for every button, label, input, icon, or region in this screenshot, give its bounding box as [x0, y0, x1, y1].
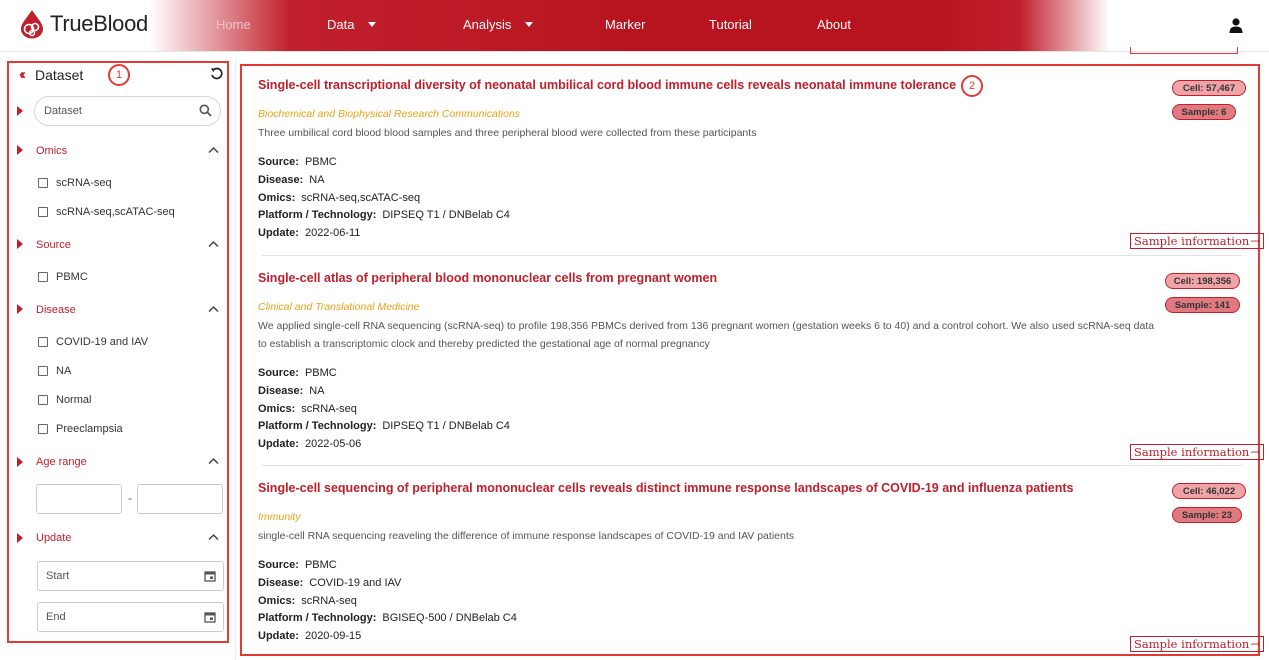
top-navbar: [0, 0, 1269, 52]
checkbox-omics-scrna-scatac[interactable]: [38, 206, 175, 218]
checkbox-label: NA: [56, 365, 72, 377]
checkbox-omics-scrna[interactable]: [38, 177, 112, 189]
checkbox-label: Normal: [56, 394, 92, 406]
dataset-list-panel: [240, 64, 1260, 656]
checkbox-label: Preeclampsia: [56, 423, 123, 435]
field-value: 2022-06-11: [304, 227, 361, 239]
field-value: 2020-09-15: [304, 630, 362, 642]
sample-information-label: Sample information: [1134, 636, 1250, 651]
expand-arrow-icon[interactable]: [17, 304, 23, 314]
checkbox-label: scRNA-seq: [56, 177, 112, 189]
disease-section-label[interactable]: Disease: [36, 304, 76, 316]
field-value: scRNA-seq,scATAC-seq: [301, 192, 421, 204]
update-start-date-input[interactable]: [37, 561, 224, 591]
field-label: Update:: [258, 438, 299, 450]
logo[interactable]: [18, 9, 148, 39]
reset-icon[interactable]: [210, 67, 223, 80]
dataset-journal: Immunity: [258, 511, 301, 523]
field-value: COVID-19 and IAV: [309, 577, 402, 589]
update-end-date-input[interactable]: [37, 602, 224, 632]
field-value: NA: [309, 385, 325, 397]
omics-section-label[interactable]: Omics: [36, 145, 68, 157]
nav-marker[interactable]: Marker: [605, 17, 646, 32]
user-icon[interactable]: [1229, 18, 1243, 33]
field-platform: [258, 209, 510, 221]
field-label: Omics:: [258, 192, 296, 204]
field-label: Omics:: [258, 403, 296, 415]
annotation-marker-1: 1: [108, 64, 130, 86]
checkbox-icon[interactable]: [38, 272, 48, 282]
checkbox-disease-na[interactable]: [38, 365, 71, 377]
field-label: Omics:: [258, 595, 296, 607]
field-value: scRNA-seq: [301, 403, 357, 415]
field-label: Update:: [258, 630, 299, 642]
checkbox-icon[interactable]: [38, 207, 48, 217]
update-section-label[interactable]: Update: [36, 532, 72, 544]
dataset-description: Three umbilical cord blood blood samples and three peripheral blood were collected from these participants: [258, 127, 757, 139]
field-disease: [258, 577, 401, 589]
sample-count-badge: Sample: 23: [1172, 507, 1242, 523]
arrow-right-icon: →: [1250, 233, 1261, 248]
dataset-journal: Clinical and Translational Medicine: [258, 301, 420, 313]
field-label: Platform / Technology:: [258, 209, 377, 221]
age-range-section-label[interactable]: Age range: [36, 456, 87, 468]
age-min-input[interactable]: [36, 484, 122, 514]
checkbox-disease-covid-iav[interactable]: [38, 336, 148, 348]
field-label: Disease:: [258, 174, 304, 186]
dataset-title[interactable]: Single-cell transcriptional diversity of neonatal umbilical cord blood immune cells reveals neonatal immune tolerance: [258, 78, 957, 92]
end-date-placeholder: End: [46, 611, 66, 623]
checkbox-disease-preeclampsia[interactable]: [38, 423, 123, 435]
checkbox-label: scRNA-seq,scATAC-seq: [56, 206, 175, 218]
checkbox-icon[interactable]: [38, 178, 48, 188]
cell-count-badge: Cell: 57,467: [1172, 80, 1246, 96]
field-label: Platform / Technology:: [258, 420, 377, 432]
cell-count-badge: Cell: 46,022: [1172, 483, 1246, 499]
sample-count-badge: Sample: 141: [1165, 297, 1240, 313]
expand-arrow-icon[interactable]: [17, 239, 23, 249]
field-update: [258, 227, 360, 239]
field-label: Disease:: [258, 577, 304, 589]
field-value: scRNA-seq: [301, 595, 357, 607]
field-disease: [258, 385, 325, 397]
nav-home[interactable]: Home: [216, 17, 251, 32]
field-update: [258, 630, 361, 642]
checkbox-icon[interactable]: [38, 337, 48, 347]
nav-about[interactable]: About: [817, 17, 851, 32]
chevron-up-icon[interactable]: [208, 146, 219, 154]
sidebar-header: [19, 66, 83, 83]
blood-drop-icon: [18, 9, 46, 39]
field-value: PBMC: [304, 367, 337, 379]
start-date-placeholder: Start: [46, 570, 70, 582]
expand-arrow-icon[interactable]: [17, 533, 23, 543]
sample-information-link[interactable]: [1130, 636, 1264, 652]
field-source: [258, 559, 337, 571]
field-value: DIPSEQ T1 / DNBelab C4: [382, 420, 510, 432]
field-value: BGISEQ-500 / DNBelab C4: [382, 612, 517, 624]
chevron-up-icon[interactable]: [208, 457, 219, 465]
previous-item-link-fragment: [1130, 47, 1238, 54]
caret-down-icon: [368, 22, 376, 27]
sample-information-label: Sample information: [1134, 233, 1250, 248]
checkbox-label: COVID-19 and IAV: [56, 336, 149, 348]
dataset-title[interactable]: Single-cell sequencing of peripheral mononuclear cells reveals distinct immune response landscapes of COVID-19 and influenza patients: [258, 481, 1074, 495]
filter-sidebar: [7, 61, 229, 643]
sidebar-title: Dataset: [35, 66, 84, 83]
checkbox-icon[interactable]: [38, 366, 48, 376]
checkbox-label: PBMC: [56, 271, 88, 283]
dataset-title[interactable]: Single-cell atlas of peripheral blood mononuclear cells from pregnant women: [258, 271, 718, 285]
sample-information-link[interactable]: [1130, 444, 1264, 460]
field-source: [258, 156, 337, 168]
nav-analysis-label: Analysis: [463, 17, 512, 32]
chevron-up-icon[interactable]: [208, 240, 219, 248]
calendar-icon[interactable]: [204, 570, 216, 582]
age-max-input[interactable]: [137, 484, 223, 514]
field-omics: [258, 595, 357, 607]
cell-count-badge: Cell: 198,356: [1165, 273, 1240, 289]
arrow-right-icon: →: [1250, 444, 1261, 459]
dataset-description: We applied single-cell RNA sequencing (scRNA-seq) to profile 198,356 PBMCs derived from 136 pregnant women (gestation weeks 6 to 40) and a control cohort. We also used scRNA-seq data to establish a transcriptomic clock and thereby predicted the gestational age of normal pregnancy: [258, 320, 1155, 350]
field-label: Disease:: [258, 385, 304, 397]
source-section-label[interactable]: Source: [36, 239, 71, 251]
field-label: Source:: [258, 156, 299, 168]
nav-tutorial[interactable]: Tutorial: [709, 17, 752, 32]
field-value: PBMC: [304, 156, 337, 168]
nav-data[interactable]: [327, 17, 376, 32]
dataset-search-placeholder: Dataset: [44, 105, 82, 117]
sample-information-link[interactable]: [1130, 233, 1264, 249]
field-omics: [258, 192, 420, 204]
field-label: Source:: [258, 367, 299, 379]
nav-analysis[interactable]: [463, 17, 533, 32]
field-value: PBMC: [304, 559, 337, 571]
caret-down-icon: [525, 22, 533, 27]
field-value: 2022-05-06: [304, 438, 362, 450]
card-separator: [262, 255, 1242, 256]
field-value: DIPSEQ T1 / DNBelab C4: [382, 209, 510, 221]
column-divider: [235, 58, 236, 660]
field-value: NA: [309, 174, 325, 186]
chevron-up-icon[interactable]: [208, 533, 219, 541]
field-label: Update:: [258, 227, 299, 239]
chevron-up-icon[interactable]: [208, 305, 219, 313]
checkbox-icon[interactable]: [38, 424, 48, 434]
field-disease: [258, 174, 325, 186]
age-range-separator: -: [128, 491, 132, 505]
expand-arrow-icon[interactable]: [17, 145, 23, 155]
field-platform: [258, 420, 510, 432]
app-name: TrueBlood: [50, 11, 148, 36]
checkbox-source-pbmc[interactable]: [38, 271, 88, 283]
dataset-search-input[interactable]: [34, 96, 221, 126]
dataset-journal: Biochemical and Biophysical Research Communications: [258, 108, 521, 120]
expand-arrow-icon[interactable]: [17, 457, 23, 467]
calendar-icon[interactable]: [204, 611, 216, 623]
arrow-right-icon: →: [1250, 636, 1261, 651]
sample-count-badge: Sample: 6: [1172, 104, 1236, 120]
field-label: Source:: [258, 559, 299, 571]
field-omics: [258, 403, 357, 415]
collapse-sidebar-icon[interactable]: ‹‹: [19, 66, 23, 83]
field-update: [258, 438, 361, 450]
checkbox-icon[interactable]: [38, 395, 48, 405]
field-label: Platform / Technology:: [258, 612, 377, 624]
checkbox-disease-normal[interactable]: [38, 394, 91, 406]
dataset-description: single-cell RNA sequencing reaveling the difference of immune response landscapes of COVID-19 and IAV patients: [258, 530, 794, 542]
annotation-marker-2: 2: [961, 75, 983, 97]
search-icon[interactable]: [199, 104, 212, 117]
field-platform: [258, 612, 517, 624]
field-source: [258, 367, 337, 379]
nav-data-label: Data: [327, 17, 355, 32]
card-separator: [262, 465, 1242, 466]
sample-information-label: Sample information: [1134, 444, 1250, 459]
expand-arrow-icon[interactable]: [17, 106, 23, 116]
